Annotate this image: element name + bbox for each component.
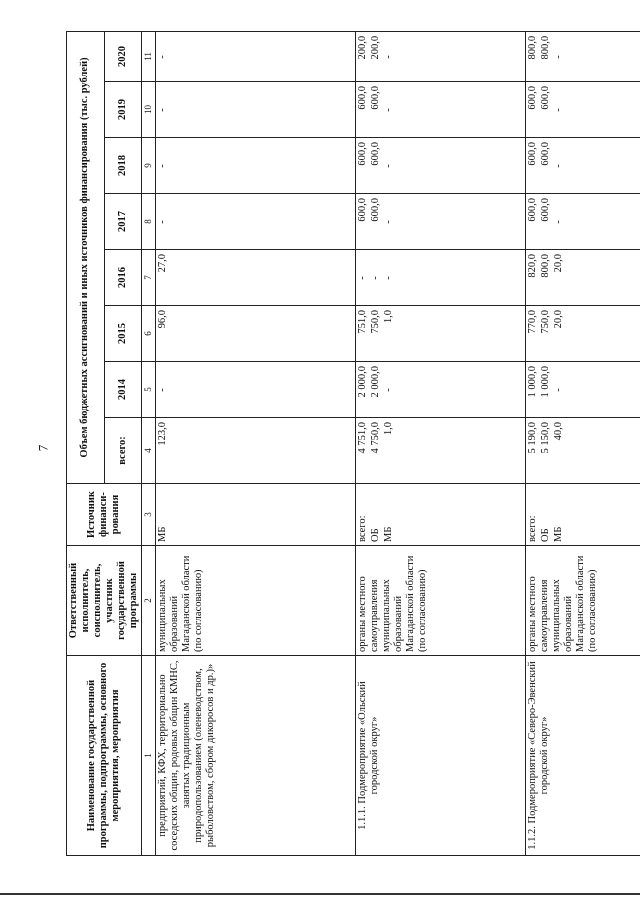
- amount-cell-y2018: [155, 138, 355, 194]
- rotated-table-container: [66, 32, 626, 856]
- amount-value: 1 000,0: [539, 366, 551, 398]
- table-body: [155, 31, 640, 855]
- amount-cell-y2014: [525, 362, 640, 418]
- source-code: МБ: [382, 526, 394, 542]
- source-code: всего:: [356, 515, 368, 542]
- amount-value: -: [382, 164, 394, 168]
- amount-value: 5 190,0: [526, 422, 538, 454]
- header-year: 2014: [104, 362, 142, 418]
- amount-cell-y2018: [355, 138, 525, 194]
- amount-cell-y2014: [155, 362, 355, 418]
- row-name: предприятий, КФХ, территориально соседских общин, родовых общин КМНС, занятых традиционным природопользованием (оленеводством, рыболовством, сбором дикоросов и др.)»: [155, 656, 355, 856]
- amount-value: 123,0: [156, 422, 168, 446]
- amount-value: 600,0: [526, 142, 538, 166]
- funding-table: [66, 31, 640, 856]
- column-number: 1: [142, 656, 155, 856]
- column-number: 7: [142, 250, 155, 306]
- column-number-row: [142, 31, 155, 855]
- amount-value: -: [382, 276, 394, 280]
- row-sources: [355, 484, 525, 546]
- amount-value: -: [156, 108, 168, 112]
- column-number: 11: [142, 31, 155, 81]
- header-year: 2019: [104, 82, 142, 138]
- amount-value: 20,0: [552, 254, 564, 273]
- amount-value: 600,0: [539, 198, 551, 222]
- source-code: ОБ: [539, 528, 551, 542]
- source-code: МБ: [552, 526, 564, 542]
- amount-cell-y2020: [355, 31, 525, 81]
- amount-cell-total: [355, 418, 525, 484]
- amount-value: 600,0: [526, 198, 538, 222]
- amount-value: 800,0: [526, 35, 538, 60]
- amount-value: -: [369, 276, 381, 280]
- amount-value: -: [552, 388, 564, 392]
- header-source: Источник финанси-рования: [67, 484, 142, 546]
- amount-cell-y2018: [525, 138, 640, 194]
- amount-value: 800,0: [539, 35, 551, 60]
- amount-value: -: [382, 55, 394, 59]
- column-number: 8: [142, 194, 155, 250]
- table-row: [155, 31, 355, 855]
- header-total: всего:: [104, 418, 142, 484]
- header-funding: Объем бюджетных ассигнований и иных источников финансирования (тыс. рублей): [67, 31, 105, 483]
- row-name: 1.1.1. Подмероприятие «Ольский городской округ»: [355, 656, 525, 856]
- column-number: 3: [142, 484, 155, 546]
- amount-value: 750,0: [369, 310, 381, 334]
- source-code: всего:: [526, 515, 538, 542]
- amount-value: -: [156, 220, 168, 224]
- amount-value: 600,0: [526, 86, 538, 110]
- amount-value: 27,0: [156, 254, 168, 273]
- amount-value: 600,0: [356, 142, 368, 166]
- amount-value: 200,0: [356, 35, 368, 60]
- column-number: 10: [142, 82, 155, 138]
- amount-value: 4 750,0: [369, 422, 381, 454]
- amount-value: 1,0: [382, 310, 394, 324]
- amount-cell-total: [525, 418, 640, 484]
- amount-cell-y2014: [355, 362, 525, 418]
- row-sources: [155, 484, 355, 546]
- amount-value: 751,0: [356, 310, 368, 334]
- amount-value: 600,0: [539, 142, 551, 166]
- amount-value: 750,0: [539, 310, 551, 334]
- header-year: 2018: [104, 138, 142, 194]
- row-responsible: органы местного самоуправления муниципальных образований Магаданской области (по согласованию): [355, 546, 525, 656]
- amount-value: -: [552, 220, 564, 224]
- amount-cell-y2016: [355, 250, 525, 306]
- amount-value: -: [552, 164, 564, 168]
- source-code: МБ: [156, 526, 168, 542]
- column-number: 9: [142, 138, 155, 194]
- table-row: [355, 31, 525, 855]
- amount-value: -: [156, 55, 168, 59]
- amount-value: -: [552, 108, 564, 112]
- column-number: 4: [142, 418, 155, 484]
- column-number: 6: [142, 306, 155, 362]
- amount-value: 20,0: [552, 310, 564, 329]
- amount-value: 600,0: [369, 198, 381, 222]
- amount-value: 1 000,0: [526, 366, 538, 398]
- amount-cell-y2017: [155, 194, 355, 250]
- amount-cell-y2019: [355, 82, 525, 138]
- amount-value: 200,0: [369, 35, 381, 60]
- column-number: 2: [142, 546, 155, 656]
- header-responsible: Ответственный исполнитель, соисполнитель, участник государственной программы: [67, 546, 142, 656]
- page-bottom-rule: [0, 893, 640, 895]
- amount-value: -: [356, 276, 368, 280]
- amount-cell-y2017: [525, 194, 640, 250]
- page-number: 7: [35, 444, 51, 452]
- amount-value: 600,0: [356, 198, 368, 222]
- amount-cell-y2020: [155, 31, 355, 81]
- amount-cell-total: [155, 418, 355, 484]
- amount-value: 600,0: [356, 86, 368, 110]
- amount-value: 2 000,0: [356, 366, 368, 398]
- amount-value: -: [552, 55, 564, 59]
- amount-cell-y2017: [355, 194, 525, 250]
- amount-value: 820,0: [526, 254, 538, 278]
- row-responsible: муниципальных образований Магаданской области (по согласованию): [155, 546, 355, 656]
- amount-value: 600,0: [539, 86, 551, 110]
- header-year: 2020: [104, 31, 142, 81]
- header-name: Наименование государственной программы, подпрограммы, основного мероприятия, мероприятия: [67, 656, 142, 856]
- amount-value: -: [156, 388, 168, 392]
- amount-value: 600,0: [369, 86, 381, 110]
- amount-value: 800,0: [539, 254, 551, 278]
- amount-value: 4 751,0: [356, 422, 368, 454]
- amount-value: 1,0: [382, 422, 394, 436]
- row-responsible: органы местного самоуправления муниципальных образований Магаданской области (по согласованию): [525, 546, 640, 656]
- amount-value: 40,0: [552, 422, 564, 441]
- row-name: 1.1.2. Подмероприятие «Северо-Эвенский городской округ»: [525, 656, 640, 856]
- amount-value: -: [382, 108, 394, 112]
- amount-cell-y2019: [155, 82, 355, 138]
- amount-value: 600,0: [369, 142, 381, 166]
- amount-cell-y2015: [525, 306, 640, 362]
- amount-value: -: [382, 220, 394, 224]
- amount-cell-y2020: [525, 31, 640, 81]
- amount-cell-y2015: [355, 306, 525, 362]
- source-code: ОБ: [369, 528, 381, 542]
- amount-value: -: [382, 388, 394, 392]
- header-year: 2015: [104, 306, 142, 362]
- amount-value: 5 150,0: [539, 422, 551, 454]
- row-sources: [525, 484, 640, 546]
- amount-cell-y2015: [155, 306, 355, 362]
- table-row: [525, 31, 640, 855]
- header-year: 2016: [104, 250, 142, 306]
- amount-value: 2 000,0: [369, 366, 381, 398]
- header-year: 2017: [104, 194, 142, 250]
- amount-cell-y2016: [155, 250, 355, 306]
- column-number: 5: [142, 362, 155, 418]
- amount-cell-y2016: [525, 250, 640, 306]
- amount-value: -: [156, 164, 168, 168]
- amount-cell-y2019: [525, 82, 640, 138]
- amount-value: 96,0: [156, 310, 168, 329]
- amount-value: 770,0: [526, 310, 538, 334]
